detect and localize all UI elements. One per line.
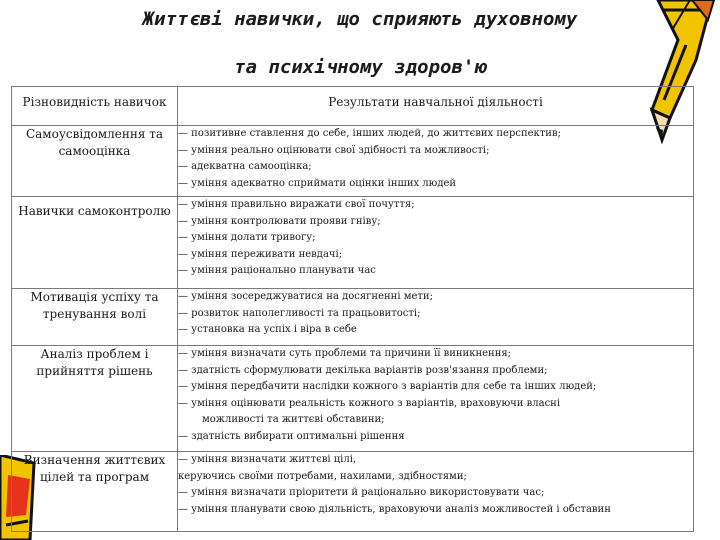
page-title-line-2: та психічному здоров'ю <box>234 56 486 78</box>
result-line: можливості та життєві обставини; <box>202 414 385 425</box>
page-title-line-1: Життєві навички, що сприяють духовному <box>142 8 578 30</box>
skill-type-cell: Визначення життєвих цілей та програм <box>12 452 178 532</box>
result-line: — уміння визначати життєві цілі, <box>178 454 357 465</box>
results-cell <box>178 289 694 346</box>
result-line: — уміння раціонально планувати час <box>178 265 376 276</box>
result-line: — уміння оцінювати реальність кожного з варіантів, враховуючи власні <box>178 397 561 409</box>
skill-type-cell: Аналіз проблем і прийняття рішень <box>12 346 178 452</box>
result-line: — адекватна самооцінка; <box>178 161 312 172</box>
result-line: — уміння адекватно сприймати оцінки інших людей <box>178 177 457 189</box>
table-row <box>12 197 694 289</box>
result-line: — уміння правильно виражати свої почуття; <box>178 199 415 210</box>
result-line: — позитивне ставлення до себе, інших людей, до життєвих перспектив; <box>178 128 561 139</box>
result-line: — здатність сформулювати декілька варіантів розв'язання проблеми; <box>178 364 548 376</box>
table-row <box>12 452 694 532</box>
result-line: — розвиток наполегливості та працьовитості; <box>178 307 421 319</box>
skills-table <box>11 86 694 532</box>
result-line: — уміння визначати суть проблеми та причини її виникнення; <box>178 348 512 359</box>
result-line: — уміння визначати пріоритети й раціонально використовувати час; <box>178 487 545 498</box>
results-cell <box>178 126 694 197</box>
result-line: — уміння передбачити наслідки кожного з варіантів для себе та інших людей; <box>178 381 597 392</box>
result-line: — уміння долати тривогу; <box>178 232 316 243</box>
result-line: — установка на успіх і віра в себе <box>178 324 357 335</box>
header-learning-results: Результати навчальної діяльності <box>178 87 694 126</box>
result-line: — уміння реально оцінювати свої здібності та можливості; <box>178 144 490 156</box>
skill-type-cell: Самоусвідомлення та самооцінка <box>12 126 178 197</box>
results-cell <box>178 452 694 532</box>
skill-type-cell: Навички самоконтролю <box>12 197 178 289</box>
result-line: керуючись своїми потребами, нахилами, здібностями; <box>178 470 467 482</box>
header-skill-type: Різновидність навичок <box>12 87 178 126</box>
result-line: — уміння планувати свою діяльність, враховуючи аналіз можливостей і обставин <box>178 503 611 515</box>
result-line: — уміння зосереджуватися на досягненні мети; <box>178 291 433 302</box>
table-header-row <box>12 87 694 126</box>
results-cell <box>178 346 694 452</box>
table-row <box>12 346 694 452</box>
result-line: — уміння переживати невдачі; <box>178 248 343 260</box>
result-line: — уміння контролювати прояви гніву; <box>178 215 381 227</box>
skill-type-cell: Мотивація успіху та тренування волі <box>12 289 178 346</box>
table-row <box>12 126 694 197</box>
result-line: — здатність вибирати оптимальні рішення <box>178 430 405 442</box>
results-cell <box>178 197 694 289</box>
table-row <box>12 289 694 346</box>
